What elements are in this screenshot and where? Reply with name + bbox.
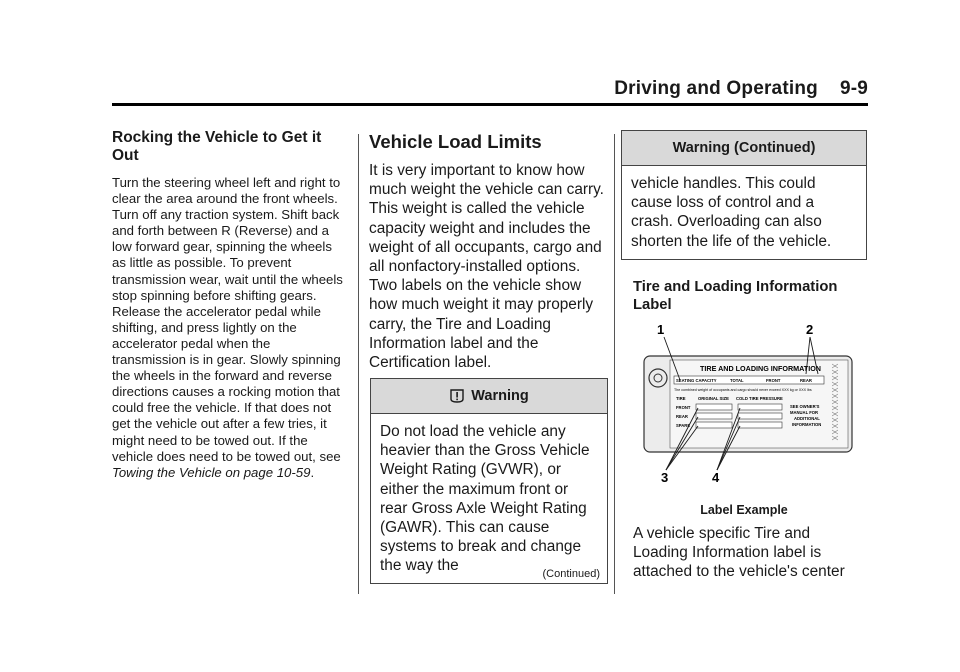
warning-body: vehicle handles. This could cause loss of control and a crash. Overloading can also shorten the life of the vehicle. xyxy=(631,175,832,250)
page-header xyxy=(614,78,868,100)
callout-2: 2 xyxy=(806,322,814,337)
section-heading: Rocking the Vehicle to Get it Out xyxy=(112,129,322,164)
see-manual-line: INFORMATION xyxy=(792,422,822,427)
row-rear-label: REAR xyxy=(676,414,688,419)
warning-header: Warning (Continued) xyxy=(622,131,866,166)
header-rule xyxy=(112,103,868,106)
tire-col-label: TIRE xyxy=(676,396,686,401)
figure-caption: Label Example xyxy=(700,503,788,517)
section-title: Driving and Operating xyxy=(614,78,818,99)
column-divider xyxy=(358,134,359,594)
body-text xyxy=(112,175,348,481)
pressure-col-label: COLD TIRE PRESSURE xyxy=(736,396,783,401)
seating-total-label: TOTAL xyxy=(730,378,744,383)
warning-body: Do not load the vehicle any heavier than the Gross Vehicle Weight Rating (GVWR), or either the maximum front or rear Gross Axle Weight Rating (GAWR). This can cause systems to break and change the way the xyxy=(380,423,590,575)
seating-capacity-label: SEATING CAPACITY xyxy=(676,378,717,383)
body-text-main: Turn the steering wheel left and right to clear the area around the front wheels. Turn off any traction system. Shift back and forth between R (Reverse) and a low forward gear, spinning the wheels as little as possible. To prevent transmission wear, wait until the wheels stop spinning before shifting gears. Release the accelerator pedal while shifting, and press lightly on the accelerator pedal when the transmission is in gear. Slowly spinning the wheels in the forward and reverse directions causes a rocking motion that could free the vehicle. If that does not get the vehicle out after a few tries, it might need to be towed out. If the vehicle does need to be towed out, see xyxy=(112,175,343,464)
column-1 xyxy=(112,129,348,481)
warning-header xyxy=(371,379,607,414)
see-manual-line: MANUAL FOR xyxy=(790,410,819,415)
callout-1: 1 xyxy=(657,322,665,337)
warning-title: Warning xyxy=(471,388,529,404)
row-front-label: FRONT xyxy=(676,405,691,410)
section-heading: Vehicle Load Limits xyxy=(369,131,542,152)
seating-rear-label: REAR xyxy=(800,378,812,383)
callout-4: 4 xyxy=(712,470,720,485)
callout-3: 3 xyxy=(661,470,669,485)
warning-box-continued xyxy=(621,130,867,260)
warning-box xyxy=(370,378,608,584)
column-2 xyxy=(369,131,609,372)
label-title: TIRE AND LOADING INFORMATION xyxy=(700,364,821,373)
seating-front-label: FRONT xyxy=(766,378,781,383)
see-manual-line: ADDITIONAL xyxy=(794,416,820,421)
cross-reference-link[interactable]: Towing the Vehicle on page 10-59 xyxy=(112,464,311,480)
row-spare-label: SPARE xyxy=(676,423,691,428)
column-divider xyxy=(614,134,615,594)
body-text: It is very important to know how much weight the vehicle can carry. This weight is called the vehicle capacity weight and includes the weight of all occupants, cargo and all nonfactory-installed options. Two labels on the vehicle show how much weight it may properly carry, the Tire and Loading Information label and the Certification label. xyxy=(369,162,604,372)
page-number: 9-9 xyxy=(839,78,868,99)
warning-icon xyxy=(449,388,465,404)
column-3 xyxy=(621,130,867,314)
body-text-end: . xyxy=(310,464,315,480)
see-manual-line: SEE OWNER'S xyxy=(790,404,820,409)
tire-label-illustration xyxy=(640,318,860,488)
size-col-label: ORIGINAL SIZE xyxy=(698,396,729,401)
section-heading: Tire and Loading Information Label xyxy=(633,278,838,313)
continued-label: (Continued) xyxy=(542,568,600,580)
body-text: A vehicle specific Tire and Loading Information label is attached to the vehicle's center xyxy=(633,525,845,581)
combined-weight-text: The combined weight of occupants and cargo should never exceed XXX kg or XXX lbs xyxy=(674,388,812,392)
